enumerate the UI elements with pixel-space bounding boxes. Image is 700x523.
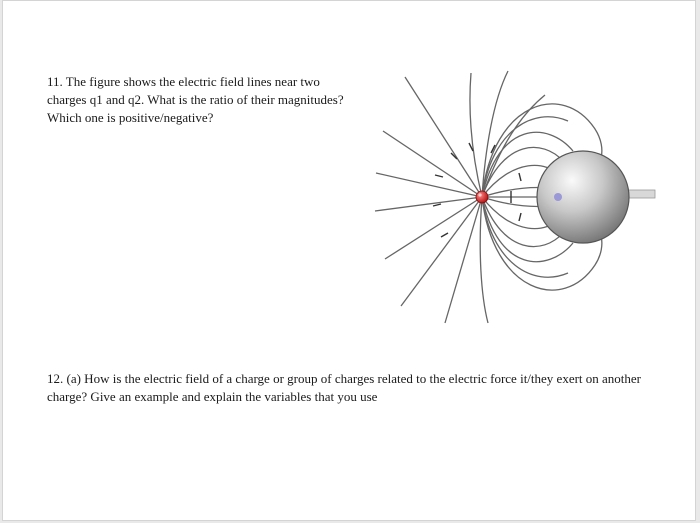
question-12-number: 12. (47, 371, 64, 386)
field-line (482, 95, 545, 197)
field-line (383, 131, 482, 197)
question-11-text: The figure shows the electric field lines near two charges q1 and q2. What is the ratio of their magnitudes? Which one is positive/negative? (47, 74, 344, 125)
question-12 (47, 370, 647, 406)
field-line (445, 197, 482, 323)
sphere-center-marker (554, 193, 562, 201)
document-page (2, 0, 696, 521)
question-11-number: 11. (47, 74, 63, 89)
question-11 (47, 73, 347, 127)
field-line (375, 197, 482, 211)
large-sphere-charge (537, 151, 655, 243)
field-line (376, 173, 482, 197)
field-line (401, 197, 482, 306)
question-12-text: (a) How is the electric field of a charge or group of charges related to the electric force it/they exert on another charge? Give an example and explain the variables that you use (47, 371, 642, 404)
small-point-charge (476, 191, 488, 203)
field-line (470, 73, 482, 197)
electric-field-figure (373, 61, 663, 331)
